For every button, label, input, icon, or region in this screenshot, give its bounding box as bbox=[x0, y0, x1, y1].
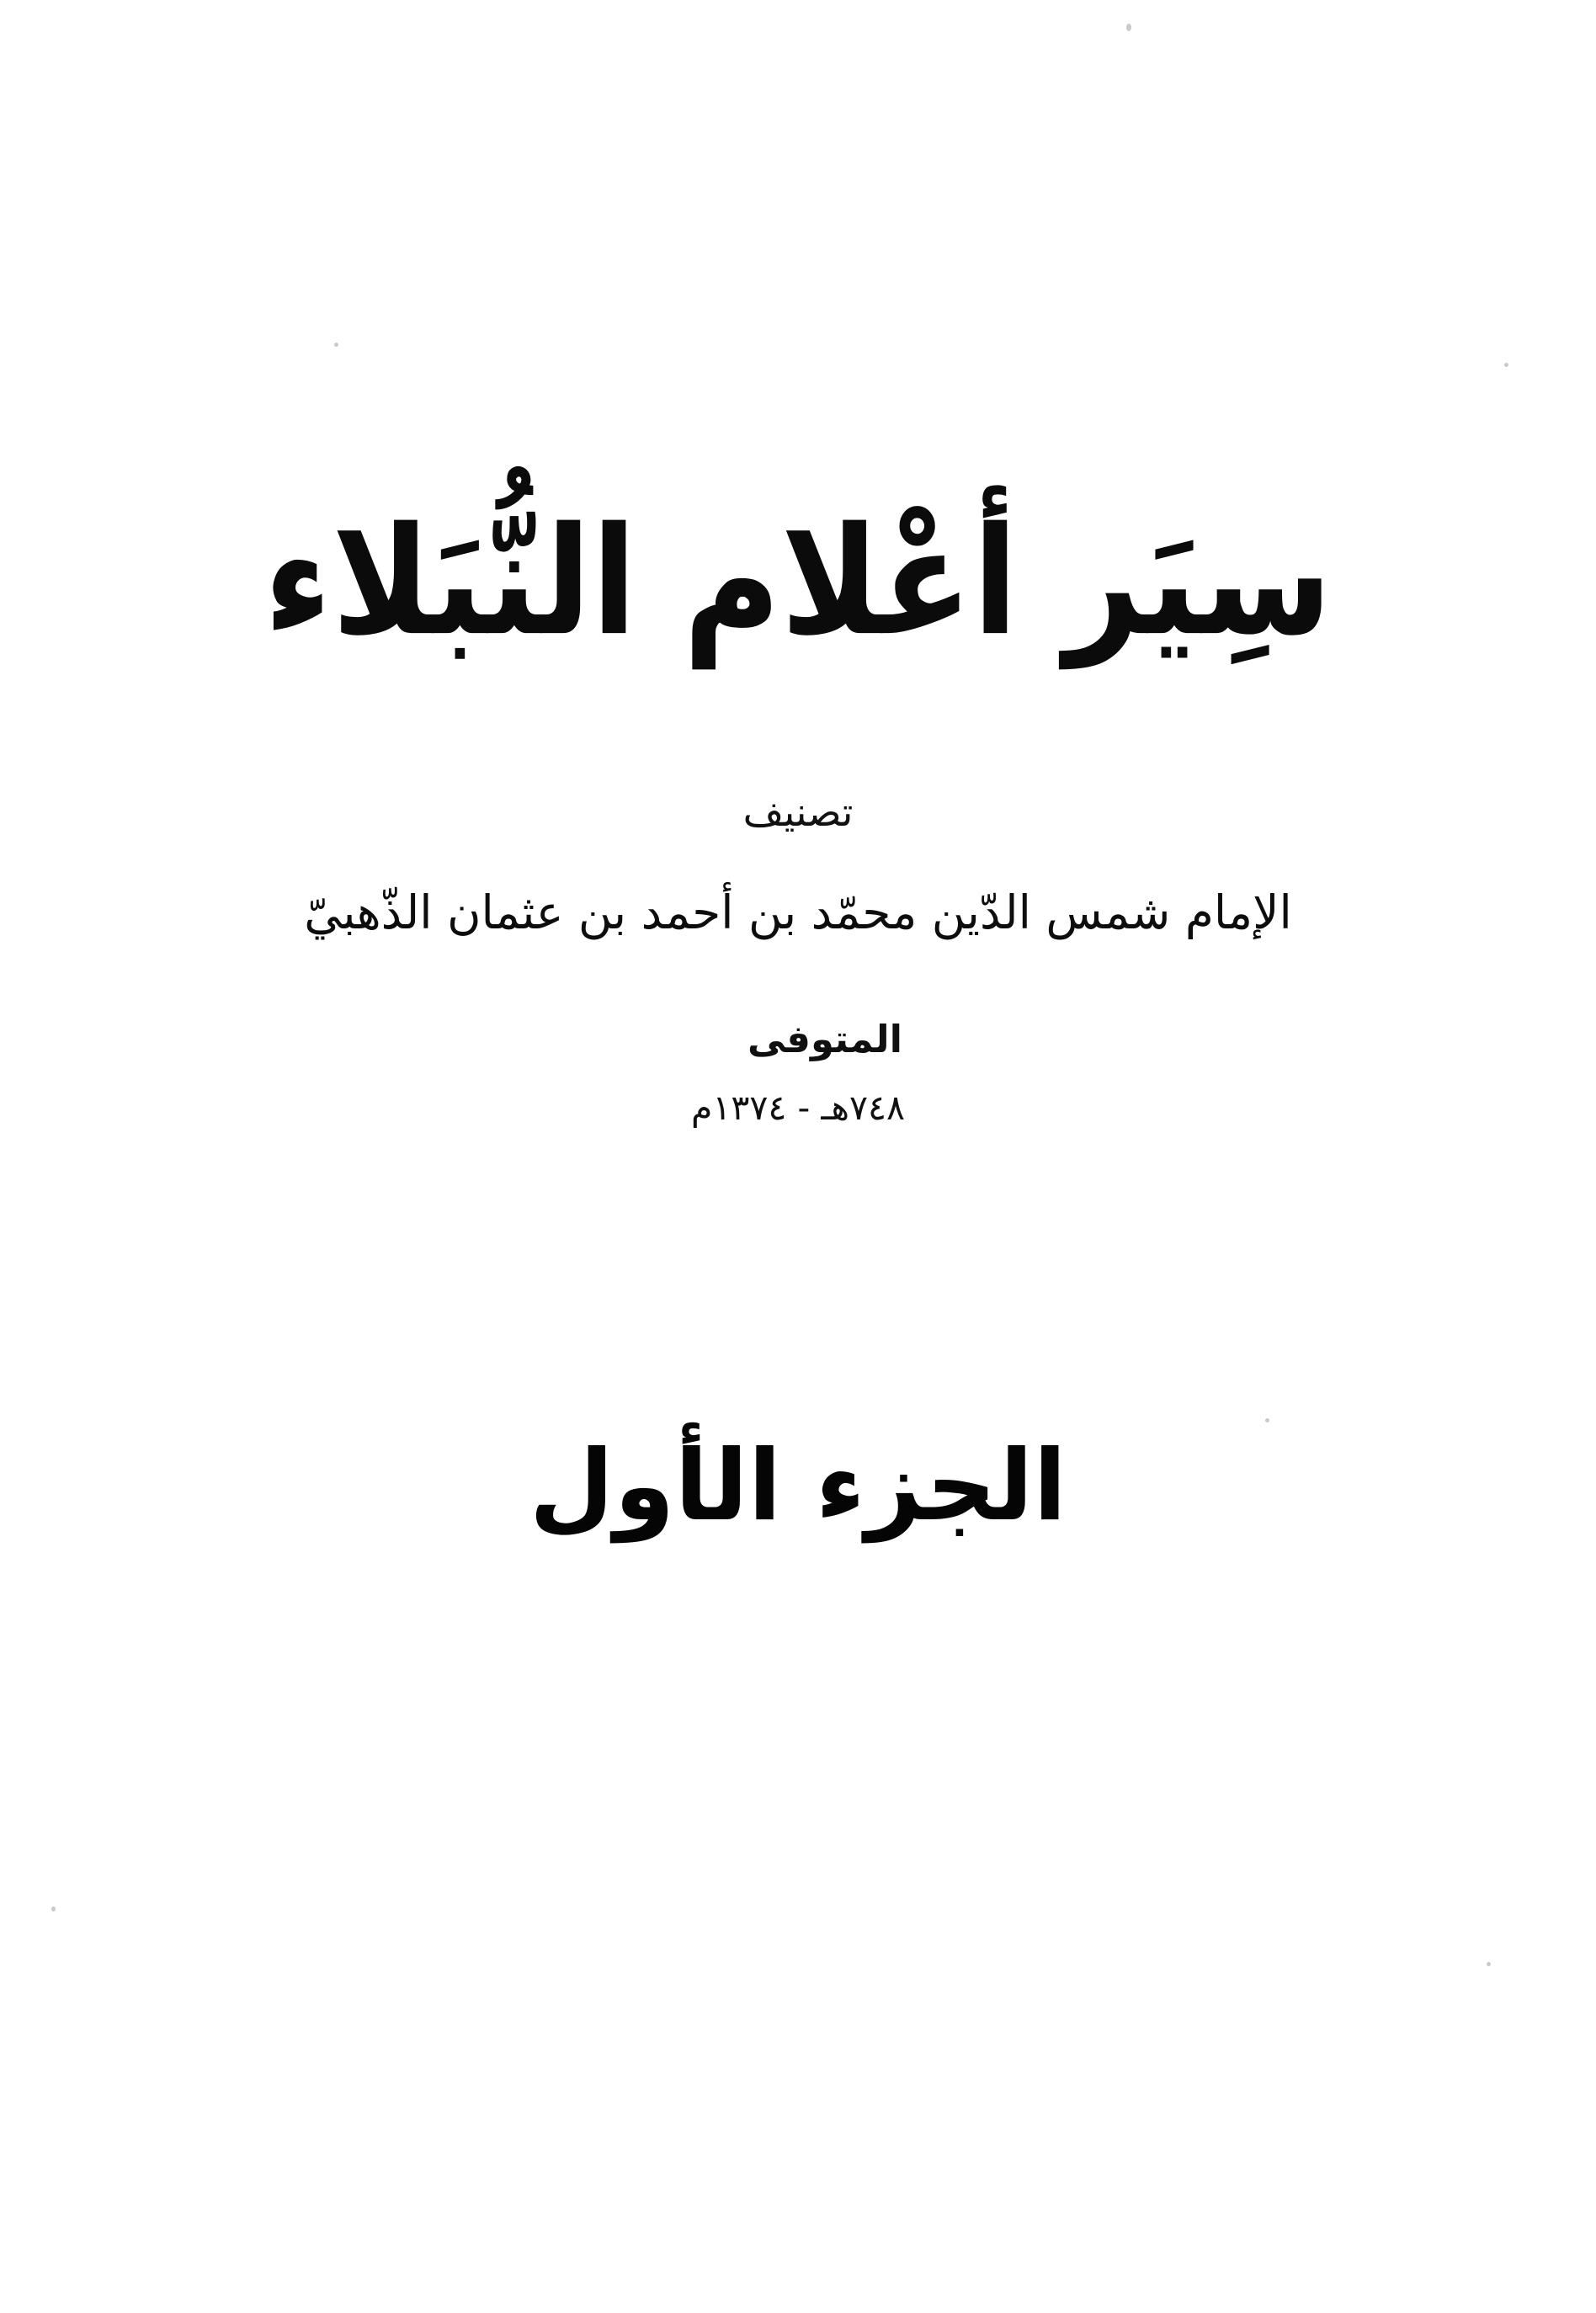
scan-speck bbox=[51, 1906, 56, 1912]
scan-speck bbox=[1504, 363, 1508, 367]
volume-title: الجزء الأول bbox=[529, 1429, 1067, 1543]
scan-speck bbox=[1265, 1418, 1269, 1422]
book-title-calligraphy: سِيَر أعْلام النُّبَلاء bbox=[263, 495, 1333, 669]
scan-speck bbox=[1126, 24, 1131, 31]
deceased-label: المتوفى bbox=[747, 1017, 903, 1061]
scan-speck bbox=[334, 343, 338, 347]
byline-label: تصنيف bbox=[742, 790, 854, 836]
author-name: الإمام شمس الدّين محمّد بن أحمد بن عثمان الذّهبيّ bbox=[304, 885, 1292, 939]
scan-speck bbox=[1487, 1962, 1491, 1966]
death-dates: ٧٤٨هـ - ١٣٧٤م bbox=[690, 1087, 906, 1128]
